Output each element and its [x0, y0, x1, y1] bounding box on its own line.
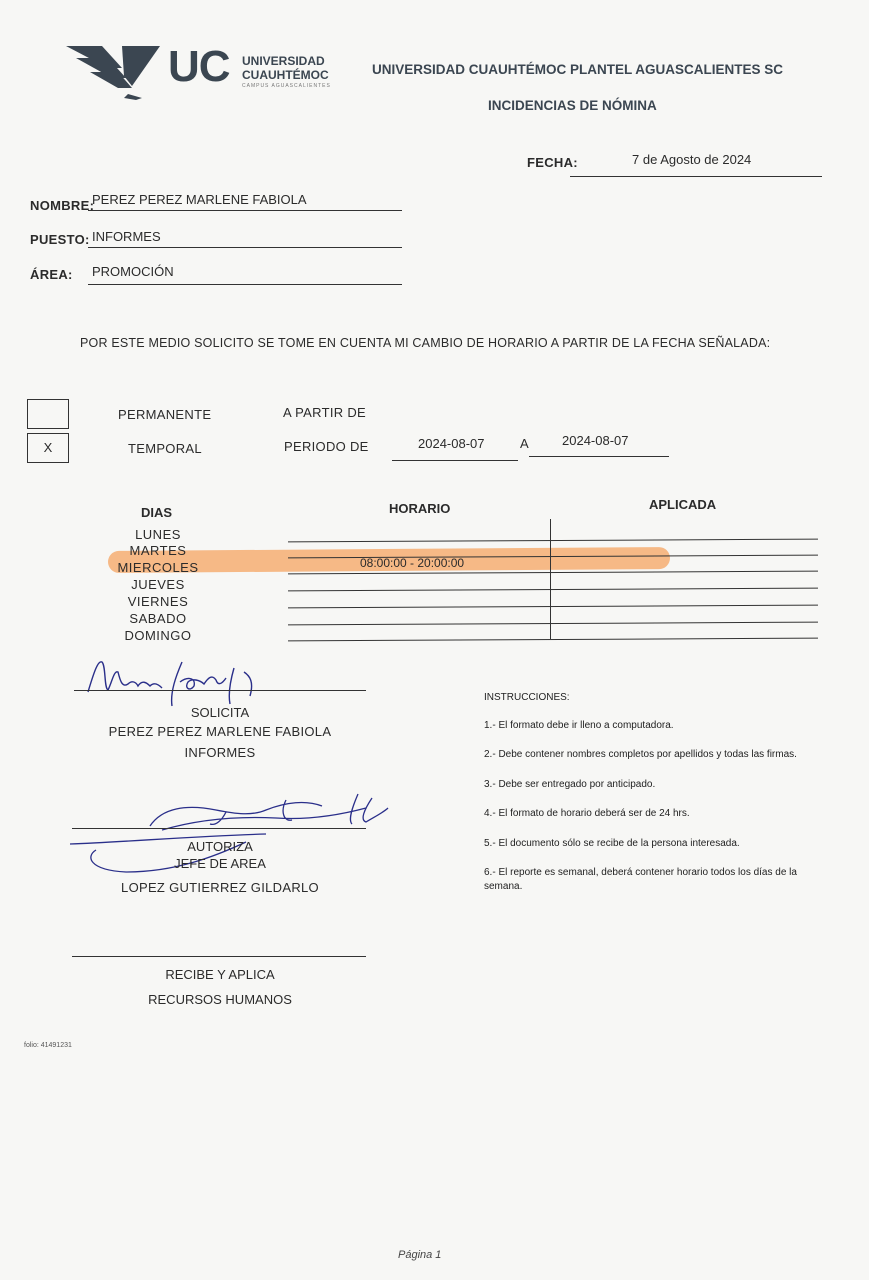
col-dias: DIAS: [141, 505, 173, 520]
day-lunes: LUNES: [135, 527, 181, 542]
solicita-signature: [84, 652, 274, 710]
logo-uc: UC: [168, 42, 230, 91]
logo-line1: UNIVERSIDAD: [242, 54, 325, 68]
table-row-line: [288, 638, 818, 642]
temporal-checkbox: X: [27, 433, 69, 463]
table-row-line: [288, 622, 818, 626]
solicita-role: SOLICITA: [190, 705, 250, 720]
temporal-label: TEMPORAL: [128, 441, 202, 456]
form-title: INCIDENCIAS DE NÓMINA: [488, 98, 657, 113]
nombre-label: NOMBRE:: [30, 198, 95, 213]
instruction-item: 6.- El reporte es semanal, deberá contener horario todos los días de la semana.: [484, 867, 797, 892]
col-horario: HORARIO: [389, 501, 451, 516]
solicita-line: [74, 690, 366, 691]
day-sabado: SABADO: [129, 611, 187, 626]
nombre-value: PEREZ PEREZ MARLENE FABIOLA: [92, 192, 307, 207]
period-from: 2024-08-07: [418, 436, 485, 451]
period-sep: A: [520, 436, 529, 451]
instruction-item: 4.- El formato de horario deberá ser de 24 hrs.: [484, 808, 690, 819]
recibe-dept: RECURSOS HUMANOS: [148, 992, 292, 1007]
recibe-role: RECIBE Y APLICA: [165, 967, 275, 982]
autoriza-position: JEFE DE AREA: [174, 856, 266, 871]
institution-name: UNIVERSIDAD CUAUHTÉMOC PLANTEL AGUASCALIENTES SC: [372, 62, 784, 77]
temporal-desc: PERIODO DE: [284, 439, 369, 454]
day-martes: MARTES: [129, 543, 187, 558]
area-underline: [88, 284, 402, 285]
request-text: POR ESTE MEDIO SOLICITO SE TOME EN CUENTA MI CAMBIO DE HORARIO A PARTIR DE LA FECHA SEÑALADA:: [80, 336, 771, 350]
table-row-line: [288, 605, 818, 609]
instruction-item: 3.- Debe ser entregado por anticipado.: [484, 779, 656, 790]
permanente-checkbox: [27, 399, 69, 429]
permanente-desc: A PARTIR DE: [283, 405, 367, 420]
day-miercoles: MIERCOLES: [117, 560, 199, 575]
day-viernes: VIERNES: [127, 594, 189, 609]
instruction-item: 1.- El formato debe ir lleno a computadora.: [484, 720, 674, 731]
autoriza-line: [72, 828, 366, 829]
table-row-line: [288, 539, 818, 543]
permanente-label: PERMANENTE: [118, 407, 212, 422]
table-row-line: [288, 588, 818, 592]
fecha-underline: [570, 176, 822, 177]
instruction-item: 5.- El documento sólo se recibe de la persona interesada.: [484, 838, 740, 849]
logo-line2: CUAUHTÉMOC: [242, 68, 329, 82]
autoriza-name: LOPEZ GUTIERREZ GILDARLO: [121, 880, 319, 895]
day-domingo: DOMINGO: [124, 628, 192, 643]
folio: folio: 41491231: [24, 1042, 72, 1049]
solicita-name: PEREZ PEREZ MARLENE FABIOLA: [108, 724, 332, 739]
logo-line3: CAMPUS AGUASCALIENTES: [242, 83, 331, 89]
period-to: 2024-08-07: [562, 433, 629, 448]
day-jueves: JUEVES: [131, 577, 185, 592]
university-logo: [62, 40, 342, 102]
col-aplicada: APLICADA: [649, 497, 717, 512]
period-to-underline: [529, 456, 669, 457]
fecha-value: 7 de Agosto de 2024: [632, 152, 752, 167]
instruction-item: 2.- Debe contener nombres completos por apellidos y todas las firmas.: [484, 749, 797, 760]
period-from-underline: [392, 460, 518, 461]
table-divider: [550, 519, 551, 639]
area-value: PROMOCIÓN: [92, 264, 174, 279]
solicita-position: INFORMES: [184, 745, 256, 760]
area-label: ÁREA:: [30, 267, 73, 282]
puesto-underline: [88, 247, 402, 248]
table-row-line: [288, 571, 818, 575]
fecha-label: FECHA:: [527, 155, 578, 170]
eagle-emblem-icon: [62, 42, 162, 100]
autoriza-role: AUTORIZA: [187, 839, 253, 854]
recibe-line: [72, 956, 366, 957]
horario-miercoles: 08:00:00 - 20:00:00: [360, 556, 465, 570]
puesto-value: INFORMES: [92, 229, 161, 244]
puesto-label: PUESTO:: [30, 232, 90, 247]
nombre-underline: [88, 210, 402, 211]
instructions-title: INSTRUCCIONES:: [484, 692, 570, 703]
page-number: Página 1: [398, 1249, 442, 1261]
